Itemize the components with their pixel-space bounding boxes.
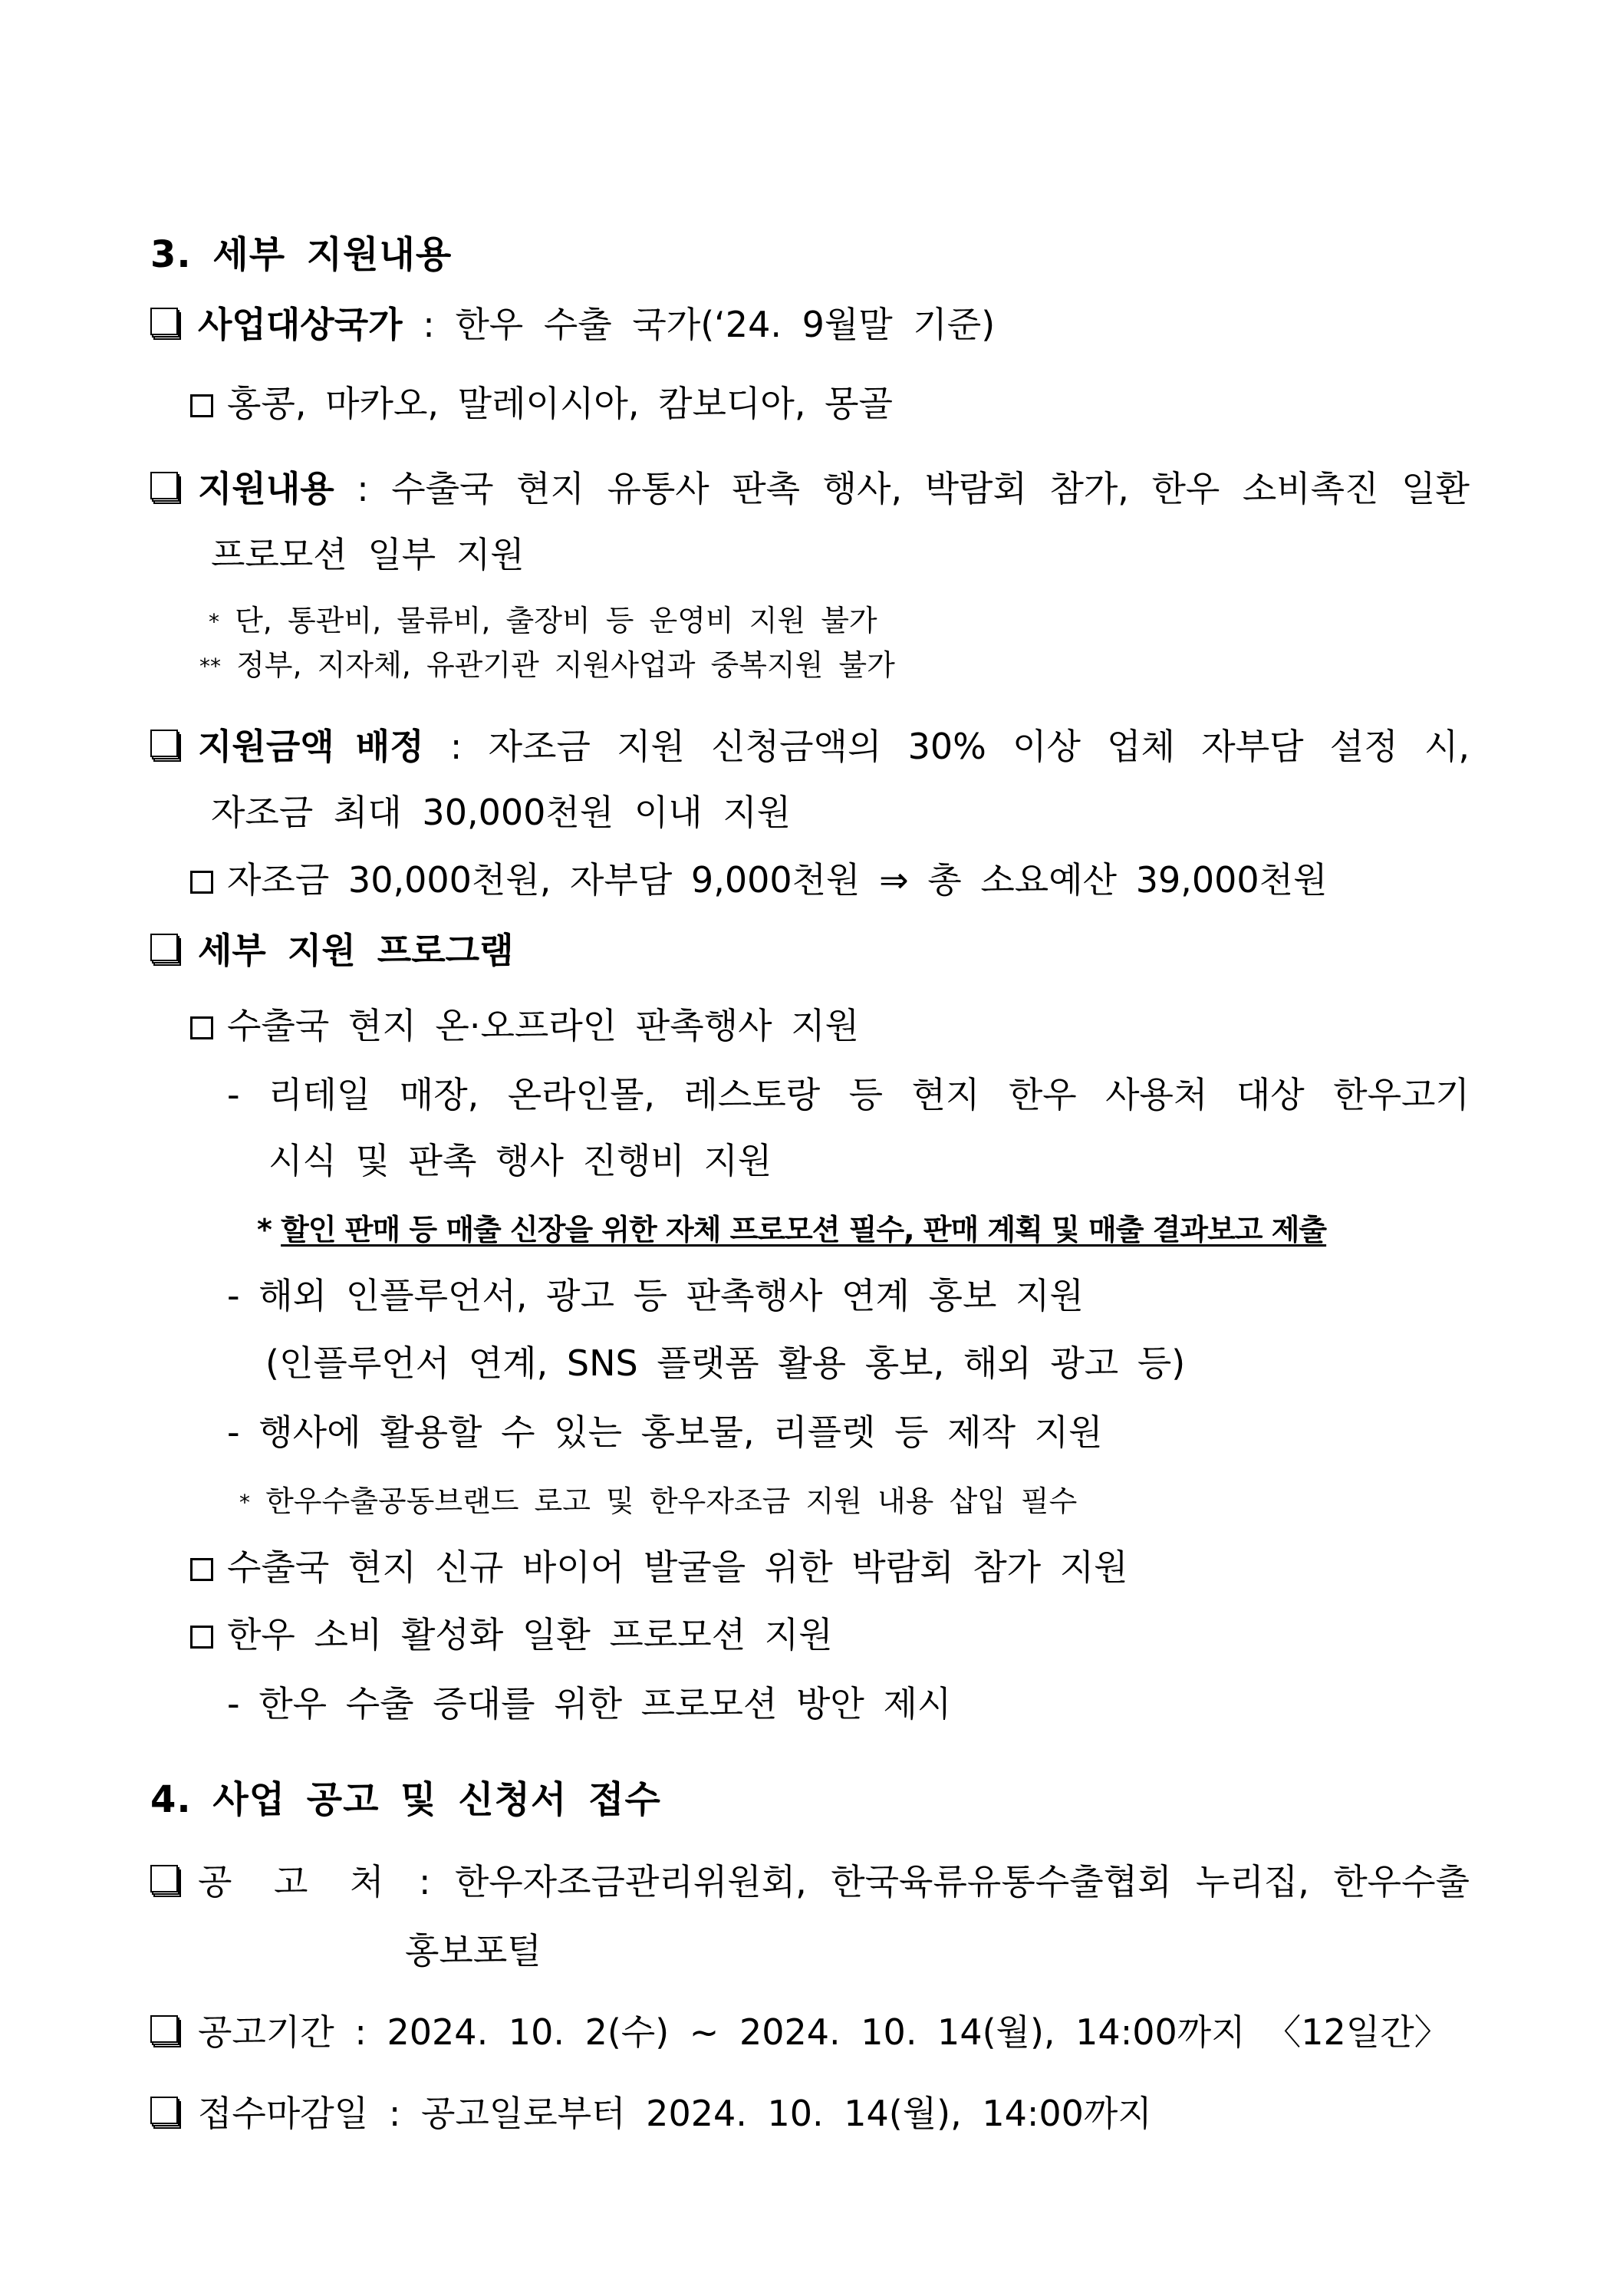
- square-bullet-icon: [150, 2015, 183, 2047]
- amount-line1: [150, 726, 1470, 767]
- word: 사용처: [1105, 1074, 1208, 1115]
- word: 대상: [1236, 1074, 1305, 1115]
- note-mark: **: [199, 654, 221, 679]
- program-1-bullet-1-line2: 시식 및 판촉 행사 진행비 지원: [268, 1140, 772, 1181]
- word: 현지: [911, 1074, 980, 1115]
- programs-label: 세부 지원 프로그램: [198, 930, 514, 971]
- section-3-title: 3. 세부 지원내용: [150, 233, 453, 276]
- program-3-title: [190, 1614, 833, 1655]
- word: 온라인몰,: [507, 1074, 656, 1115]
- support-content-item: [150, 468, 1470, 509]
- word: 한우: [1008, 1074, 1077, 1115]
- hollow-square-bullet-icon: [190, 1558, 213, 1581]
- word: 한우고기: [1333, 1074, 1470, 1115]
- square-bullet-icon: [150, 308, 183, 340]
- word: 이상: [1012, 726, 1081, 767]
- target-country-item: [150, 304, 996, 345]
- deadline-text: 공고일로부터 2024. 10. 14(월), 14:00까지: [420, 2093, 1152, 2134]
- word: 현지: [516, 468, 584, 509]
- word: 소비촉진: [1242, 468, 1379, 509]
- amount-item: [150, 726, 1470, 767]
- word: 일환: [1401, 468, 1470, 509]
- support-content-line2: 프로모션 일부 지원: [211, 534, 525, 575]
- word: 판촉: [732, 468, 801, 509]
- separator: :: [354, 2011, 367, 2053]
- note-mark: *: [239, 1490, 250, 1515]
- country-list-text: 홍콩, 마카오, 말레이시아, 캄보디아, 몽골: [227, 383, 893, 424]
- publisher-item: [150, 1861, 1470, 1902]
- program-title-text: 한우 소비 활성화 일환 프로모션 지원: [227, 1614, 833, 1655]
- word: 30%: [907, 726, 986, 767]
- deadline-item: [150, 2093, 1152, 2134]
- publisher-line2: 홍보포털: [405, 1930, 542, 1972]
- word: 등: [848, 1074, 884, 1115]
- period-label: 공고기간: [198, 2011, 334, 2053]
- amount-sub-text: 자조금 30,000천원, 자부담 9,000천원 ⇒ 총 소요예산 39,000천원: [227, 859, 1328, 901]
- word: 박람회: [924, 468, 1027, 509]
- programs-item: [150, 930, 514, 971]
- note-text: 한우수출공동브랜드 로고 및 한우자조금 지원 내용 삽입 필수: [265, 1484, 1078, 1518]
- program-1-bullet-1: [227, 1074, 1470, 1115]
- word: 자조금: [488, 726, 591, 767]
- word: 리테일: [268, 1074, 371, 1115]
- program-1-bullet-1-note: [257, 1213, 1327, 1247]
- word: 유통사: [607, 468, 709, 509]
- word: 자부담: [1201, 726, 1304, 767]
- dash: -: [227, 1074, 240, 1115]
- square-bullet-icon: [150, 1865, 183, 1897]
- amount-label: 지원금액 배정: [198, 726, 424, 767]
- word: 한국육류유통수출협회: [831, 1861, 1172, 1902]
- word: 설정: [1329, 726, 1398, 767]
- support-content-line1: [150, 468, 1470, 509]
- word: 지원: [617, 726, 685, 767]
- word: 신청금액의: [711, 726, 882, 767]
- note-mark: *: [209, 609, 219, 634]
- target-country-list: [190, 383, 893, 424]
- bullet-line1: [227, 1074, 1470, 1115]
- support-note-1: [209, 606, 877, 635]
- note-mark: *: [257, 1213, 272, 1247]
- word: 시,: [1424, 726, 1470, 767]
- program-3-bullet-1: - 한우 수출 증대를 위한 프로모션 방안 제시: [227, 1683, 952, 1724]
- amount-sub: [190, 859, 1328, 901]
- word: 매장,: [399, 1074, 479, 1115]
- program-1-bullet-3: - 행사에 활용할 수 있는 홍보물, 리플렛 등 제작 지원: [227, 1412, 1103, 1453]
- period-text: 2024. 10. 2(수) ~ 2024. 10. 14(월), 14:00까지 〈12일간〉: [387, 2011, 1450, 2053]
- separator: :: [418, 1861, 431, 1902]
- support-note-2: [199, 648, 895, 682]
- program-title-text: 수출국 현지 온·오프라인 판촉행사 지원: [227, 1005, 860, 1046]
- publisher-label: 공 고 처: [198, 1861, 395, 1902]
- word: 참가,: [1049, 468, 1129, 509]
- amount-line2: 자조금 최대 30,000천원 이내 지원: [211, 792, 792, 833]
- word: 누리집,: [1195, 1861, 1309, 1902]
- hollow-square-bullet-icon: [190, 394, 213, 417]
- section-4-title: 4. 사업 공고 및 신청서 접수: [150, 1778, 661, 1821]
- hollow-square-bullet-icon: [190, 1016, 213, 1039]
- program-1-title: [190, 1005, 860, 1046]
- note-text: 단, 통관비, 물류비, 출장비 등 운영비 지원 불가: [235, 604, 877, 637]
- separator: :: [449, 726, 463, 767]
- word: 행사,: [822, 468, 903, 509]
- program-1-bullet-2: - 해외 인플루언서, 광고 등 판촉행사 연계 홍보 지원: [227, 1275, 1084, 1316]
- support-content-label: 지원내용: [198, 468, 334, 509]
- publisher-line1: [150, 1861, 1470, 1902]
- separator: :: [357, 468, 369, 509]
- word: 한우수출: [1333, 1861, 1470, 1902]
- note-text-underlined: 할인 판매 등 매출 신장을 위한 자체 프로모션 필수, 판매 계획 및 매출 결과보고 제출: [281, 1213, 1327, 1247]
- square-bullet-icon: [150, 472, 183, 504]
- program-1-bullet-2-line2: (인플루언서 연계, SNS 플랫폼 활용 홍보, 해외 광고 등): [265, 1342, 1186, 1384]
- program-2-title: [190, 1547, 1128, 1588]
- word: 업체: [1107, 726, 1176, 767]
- deadline-label: 접수마감일: [198, 2093, 369, 2134]
- square-bullet-icon: [150, 934, 183, 966]
- hollow-square-bullet-icon: [190, 1626, 213, 1649]
- separator: :: [388, 2093, 401, 2134]
- target-country-text: 한우 수출 국가(‘24. 9월말 기준): [455, 304, 996, 345]
- period-item: [150, 2011, 1450, 2053]
- program-title-text: 수출국 현지 신규 바이어 발굴을 위한 박람회 참가 지원: [227, 1547, 1128, 1588]
- target-country-label: 사업대상국가: [198, 304, 403, 345]
- word: 한우자조금관리위원회,: [454, 1861, 807, 1902]
- word: 수출국: [391, 468, 494, 509]
- square-bullet-icon: [150, 2097, 183, 2129]
- word: 한우: [1151, 468, 1220, 509]
- separator: :: [423, 304, 435, 345]
- note-text: 정부, 지자체, 유관기관 지원사업과 중복지원 불가: [236, 648, 895, 682]
- word: 레스토랑: [683, 1074, 821, 1115]
- program-1-bullet-3-note: [239, 1484, 1078, 1518]
- square-bullet-icon: [150, 730, 183, 762]
- hollow-square-bullet-icon: [190, 871, 213, 894]
